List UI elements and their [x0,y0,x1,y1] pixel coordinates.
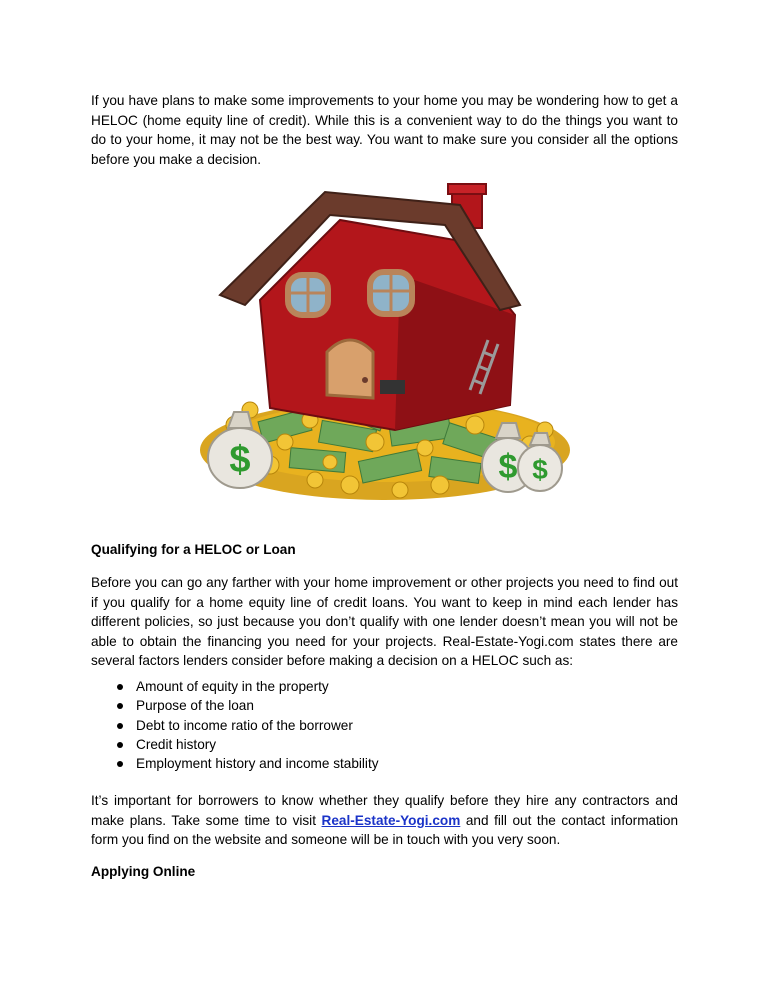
closing-text-after: and fill out the contact information form you find on the website and someone will be in touch with you very soon. [91,812,679,848]
real-estate-yogi-link[interactable]: Real-Estate-Yogi.com [321,812,461,828]
section-heading-qualifying: Qualifying for a HELOC or Loan [91,542,296,557]
house [220,184,520,430]
section-heading-applying: Applying Online [91,864,196,879]
house-on-money-icon [190,180,580,510]
intro-paragraph: If you have plans to make some improvements to your home you may be wondering how to get a HELOC (home equity line of credit). While this is a convenient way to do the things you want to do to your home, it may not be the best way. You want to make sure you consider all the options before you make a decision. [91,93,678,167]
list-item: Employment history and income stability [91,754,379,773]
list-item: Amount of equity in the property [91,677,379,696]
dollar-sign: $ [532,454,548,485]
list-item: Credit history [91,735,379,754]
closing-text-before: It’s important for borrowers to know whether they qualify before they hire any contractors and make plans. Take some time to visit [91,793,678,828]
list-item: Purpose of the loan [91,696,379,715]
closing-paragraph [91,791,678,850]
dollar-sign: $ [498,448,518,486]
list-item: Debt to income ratio of the borrower [91,716,379,735]
factors-list [91,677,379,773]
qualifying-paragraph: Before you can go any farther with your home improvement or other projects you need to find out if you qualify for a home equity line of credit loans. You want to keep in mind each lender has different policies, so just because you don’t qualify with one lender doesn’t mean you will not be able to obtain the financing you need for your projects. Real-Estate-Yogi.com states there are several factors lenders consider before making a decision on a HELOC such as: [91,575,678,669]
dollar-sign: $ [229,439,251,481]
